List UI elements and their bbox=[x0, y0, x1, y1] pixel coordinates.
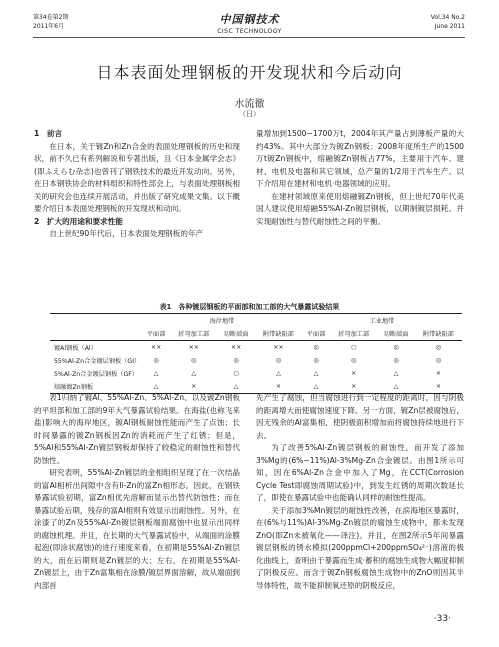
table-group-header-row bbox=[50, 314, 462, 328]
body-paragraph: 关于添加3%Mn镀层的耐蚀性改善，在滨海地区暴露时，在(6%与11%)Al-3%Mg-Zn镀层的腐蚀生成物中，都未发现ZnO(即Zn未被氧化——译注)。并且，在图2所示5年间暴露镀层钢板的锈水模拟(200ppmCl+200ppmSO₄²⁻)溶液的极化曲线上，查明由于暴露而生成·蓄积的腐蚀生成物大幅度抑制了阴极反应。而含于镀Zn钢板腐蚀生成物中的ZnO则因其半导体特性，故不能抑制氧还原的阴极反应， bbox=[256, 505, 464, 590]
table-sub-header: 平面部 bbox=[142, 327, 170, 341]
issue-date-en: June 2011 bbox=[434, 23, 465, 30]
table-cell: × bbox=[435, 370, 442, 377]
table-caption: 表1 各种镀层钢板的平面部和加工部的大气暴露试验结果 bbox=[159, 303, 340, 311]
article-affiliation: （日） bbox=[239, 110, 260, 118]
table-row bbox=[50, 367, 462, 380]
table-cell: ◎ bbox=[393, 344, 399, 351]
table-cell: △ bbox=[276, 370, 281, 377]
table-sub-header: 附带缺陷部 bbox=[255, 327, 302, 341]
body-paragraph: 自上世纪90年代后，日本表面处理钢板的年产 bbox=[49, 229, 204, 238]
table-group-header: 海岸地带 bbox=[142, 314, 302, 328]
table-cell: × bbox=[351, 370, 357, 377]
table-sub-header: 切断端面 bbox=[217, 327, 255, 341]
table-cell: ◎ bbox=[191, 357, 197, 364]
table-sub-header: 折弯加工部 bbox=[330, 327, 377, 341]
table-cell: ×× bbox=[188, 344, 199, 351]
table-cell: △ bbox=[153, 370, 159, 377]
table-group-header: 工业地带 bbox=[302, 314, 462, 328]
table-row bbox=[50, 354, 462, 367]
journal-logo bbox=[0, 11, 499, 35]
header-rule bbox=[33, 37, 465, 38]
table-row-label: 5%Al-Zn合金镀层钢板（GF） bbox=[54, 371, 139, 378]
exposure-test-table bbox=[50, 313, 462, 394]
table-cell: ◎ bbox=[435, 344, 442, 351]
table-cell: ◎ bbox=[313, 357, 319, 364]
body-paragraph: 研究表明，55%Al-Zn镀层的金相组织呈现了在一次结晶的富Al相析出间隙中含有Ii-Zn的富Zn相形态。因此，在钢铁暴露试验初期，富Zn相优先溶解而显示出替代防蚀性；而在暴露试验后期，残存的富Al相则有效显示出耐蚀性。另外，在涂漆了的Zn及55%Al-Zn镀层钢板端面腐蚀中也显示出同样的腐蚀机理。并且，在长期的大气暴露试验中，从端面的涂膜起泡(即涂状腐蚀)的进行速度来看，在初期是55%Al-Zn镀层的大，而在后期则是Zn镀层的大；左右，在初期是55%Al-Zn镀层上，由于Zn富集相在涂膜/镀层界面溶解，故从端面到内部首 bbox=[34, 468, 240, 590]
body-paragraph: 为了改善5%Al-Zn镀层钢板的耐蚀性，而开发了添加3%Mg的(6%~11%)Al-3%Mg-Zn合金镀层。由图1所示可知，因在6%Al-Zn合金中加入了Mg，在CCT(Corrosion Cycle Test即腐蚀周期试验)中，到发生红锈的周期次数延长了，即使在暴露试验中也能确认同样的耐蚀性提高。 bbox=[256, 443, 464, 502]
body-paragraph: 在日本，关于镀Zn和Zn合金的表面处理钢板的历史和现状，前不久已有系列解说和专著出版，且《日本金属学会志》(即ふえらむ杂志)也曾刊了钢铁技术的最近开发动向。另外，在日本钢铁协会的材料组织和特性部会上，与表面处理钢板相关的研究会也连续开展活动，并出版了研究成果文集。以下概要介绍日本表面处理钢板的开发现状和动向。 bbox=[34, 141, 240, 213]
table-cell: ○ bbox=[351, 344, 357, 351]
table-sub-header-row bbox=[50, 327, 462, 341]
table-cell: ○ bbox=[233, 370, 239, 377]
table-cell: ×× bbox=[150, 344, 162, 351]
table-sub-header: 平面部 bbox=[302, 327, 330, 341]
issue-volume-en: Vol.34 No.2 bbox=[430, 14, 465, 21]
section-heading: 1 前言 bbox=[34, 129, 63, 138]
table-cell: ◎ bbox=[275, 357, 282, 364]
body-paragraph: 在建材领域原来使用熔融镀Zn钢板，但上世纪70年代美国人建议使用熔融55%Al-Zn镀层钢板，以期制镀层损耗、并实现耐蚀性与替代耐蚀性之间的平衡。 bbox=[256, 191, 464, 226]
article-title: 日本表面处理钢板的开发现状和今后动向 bbox=[96, 63, 403, 82]
table-cell: × bbox=[255, 380, 302, 394]
table-cell: ◎ bbox=[435, 357, 442, 364]
table-cell: ◎ bbox=[393, 357, 399, 364]
left-column-bottom bbox=[34, 392, 240, 592]
article-author: 水流徹 bbox=[234, 99, 265, 110]
table-cell: × bbox=[170, 380, 217, 394]
issue-info-en bbox=[431, 13, 465, 31]
table-row bbox=[50, 341, 462, 355]
table-cell: △ bbox=[302, 380, 330, 394]
left-column-top bbox=[34, 128, 240, 241]
body-paragraph: 量增加到1500~1700万t，2004年其产量占到薄板产量的大约43%。其中大部分为镀Zn钢板；2008年度所生产的1500万t镀Zn钢板中，熔融镀Zn钢板占77%，主要用于汽车、建材、电机及电器和其它领域，总产量的1/2用于汽车生产。以下介绍用在建材和电机·电器领域的应用。 bbox=[256, 129, 464, 188]
table-sub-header: 折弯加工部 bbox=[170, 327, 217, 341]
issue-volume: 第34卷第2期 bbox=[33, 14, 69, 21]
journal-logo-text: 中国钢技术 bbox=[219, 13, 280, 26]
section-heading: 2 扩大的用途和要求性能 bbox=[34, 216, 123, 226]
table-sub-header: 切断端面 bbox=[377, 327, 415, 341]
table-cell: △ bbox=[217, 380, 255, 394]
table-cell: ×× bbox=[230, 344, 242, 351]
table-cell: ◎ bbox=[153, 357, 159, 364]
body-paragraph: 先产生了腐蚀，但当腐蚀进行到一定程度的距离时，因与阴极的距离增大而使腐蚀速度下降。另一方面，镀Zn层被腐蚀后，因无残余的Al富集相，使阴极面积增加而将腐蚀持续地进行下去。 bbox=[256, 393, 464, 440]
table-corner bbox=[50, 314, 142, 328]
table-row-label: 55%Al-Zn合金镀层钢板（GI） bbox=[54, 358, 141, 365]
table-cell: △ bbox=[377, 380, 415, 394]
table-cell: ×× bbox=[273, 344, 284, 351]
table-corner bbox=[50, 327, 142, 341]
table-row-label: 熔融镀Zn钢板 bbox=[50, 380, 142, 394]
table-row-label: 镀Al钢板（Al） bbox=[54, 345, 97, 352]
issue-date: 2011年6月 bbox=[33, 23, 65, 30]
table-cell: △ bbox=[393, 370, 399, 377]
journal-logo-sub: CISC TECHNOLOGY bbox=[217, 28, 282, 35]
right-column-top bbox=[256, 128, 464, 228]
running-header bbox=[0, 6, 499, 40]
table-cell: △ bbox=[191, 370, 197, 377]
table-cell: × bbox=[415, 380, 462, 394]
table-cell: × bbox=[330, 380, 377, 394]
table-cell: ◎ bbox=[351, 357, 357, 364]
body-paragraph: 表1归纳了镀Al、55%Al-Zn、5%Al-Zn、以及镀Zn钢板的平坦部和加工部的9年大气暴露试验结果。在海盐(也称飞来盐)影响大的海岸地区，镀Al钢板耐蚀性能而产生了点蚀；长时间暴露的镀Zn钢板因Zn的消耗而产生了红锈；但是，5%Al和55%Al-Zn镀层钢板却保持了较稳定的耐蚀性和替代防蚀性。 bbox=[34, 393, 240, 465]
page-number: ·33· bbox=[433, 614, 451, 624]
table-cell: ◎ bbox=[233, 357, 239, 364]
table-cell: △ bbox=[142, 380, 170, 394]
table-sub-header: 附带缺陷部 bbox=[415, 327, 462, 341]
table-cell: △ bbox=[313, 370, 319, 377]
right-column-bottom bbox=[256, 392, 464, 592]
table-cell: ◎ bbox=[313, 344, 319, 351]
